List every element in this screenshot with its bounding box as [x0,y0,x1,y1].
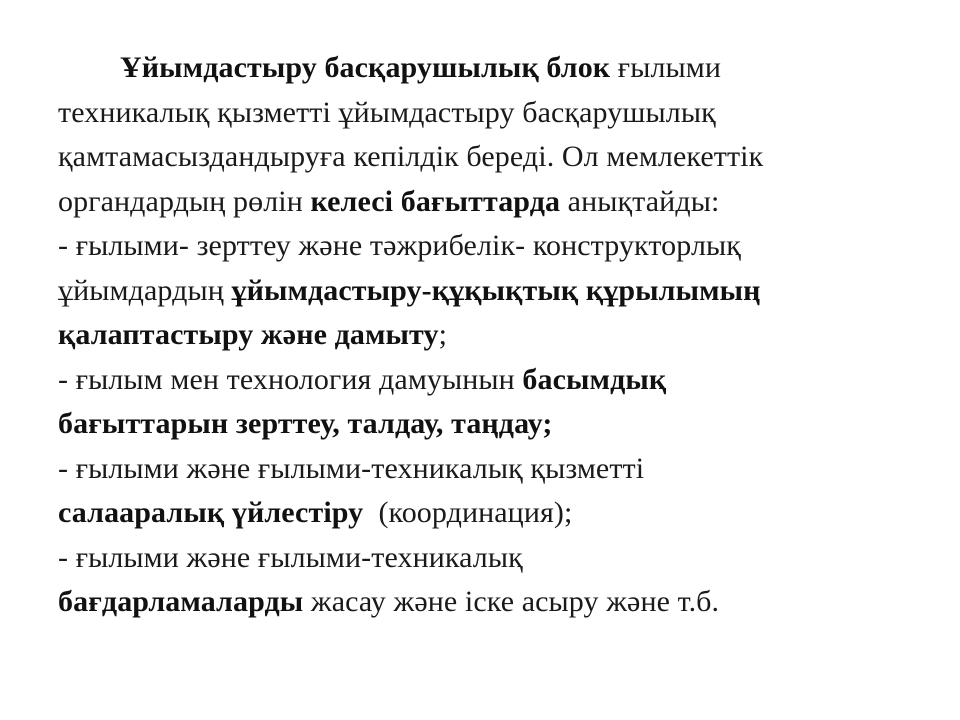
bold-phrase: басымдық [522,362,667,396]
text-fragment: қамтамасыздандыруға кепілдік береді. Ол мемлекеттік [58,140,764,173]
text-line-4 [58,180,918,225]
text-fragment: анықтайды: [560,184,720,218]
bold-phrase: бағыттарын зерттеу, талдау, таңдау; [58,407,553,440]
text-line-8 [58,358,918,403]
text-fragment: органдардың рөлін [58,184,311,218]
text-fragment: - ғылым мен технология дамуынын [58,362,523,396]
bold-phrase: келесі бағыттарда [310,184,561,218]
text-fragment: ; [438,318,448,351]
text-line-11 [58,491,918,536]
text-line-3 [58,135,918,180]
text-line-13 [58,580,918,625]
bold-phrase: қалаптастыру және дамыту [58,318,439,351]
text-fragment: ұйымдардың [58,273,232,307]
text-line-10 [58,447,918,492]
text-line-7 [58,313,918,358]
bold-phrase: бағдарламаларды [58,585,304,618]
text-line-2 [58,91,918,136]
text-line-9 [58,402,918,447]
bold-phrase: ұйымдастыру-құқықтық құрылымың [231,273,761,307]
text-line-6 [58,269,918,314]
text-fragment: (координация); [363,496,573,529]
slide-text-block [58,46,918,625]
text-fragment: - ғылыми- зерттеу және тәжрибелік- конструкторлық [58,229,741,262]
text-line-12 [58,536,918,581]
text-fragment: техникалық қызметті ұйымдастыру басқарушылық [58,95,716,129]
text-fragment: ғылыми [610,51,722,84]
text-line-1 [58,46,918,91]
text-fragment: жасау және іске асыру және т.б. [303,585,720,618]
text-fragment: - ғылыми және ғылыми-техникалық [58,540,523,574]
text-line-5 [58,224,918,269]
bold-phrase: Ұйымдастыру басқарушылық блок [120,51,611,84]
text-fragment: - ғылыми және ғылыми-техникалық қызметті [58,451,645,485]
bold-phrase: салааралық үйлестіру [58,496,364,529]
